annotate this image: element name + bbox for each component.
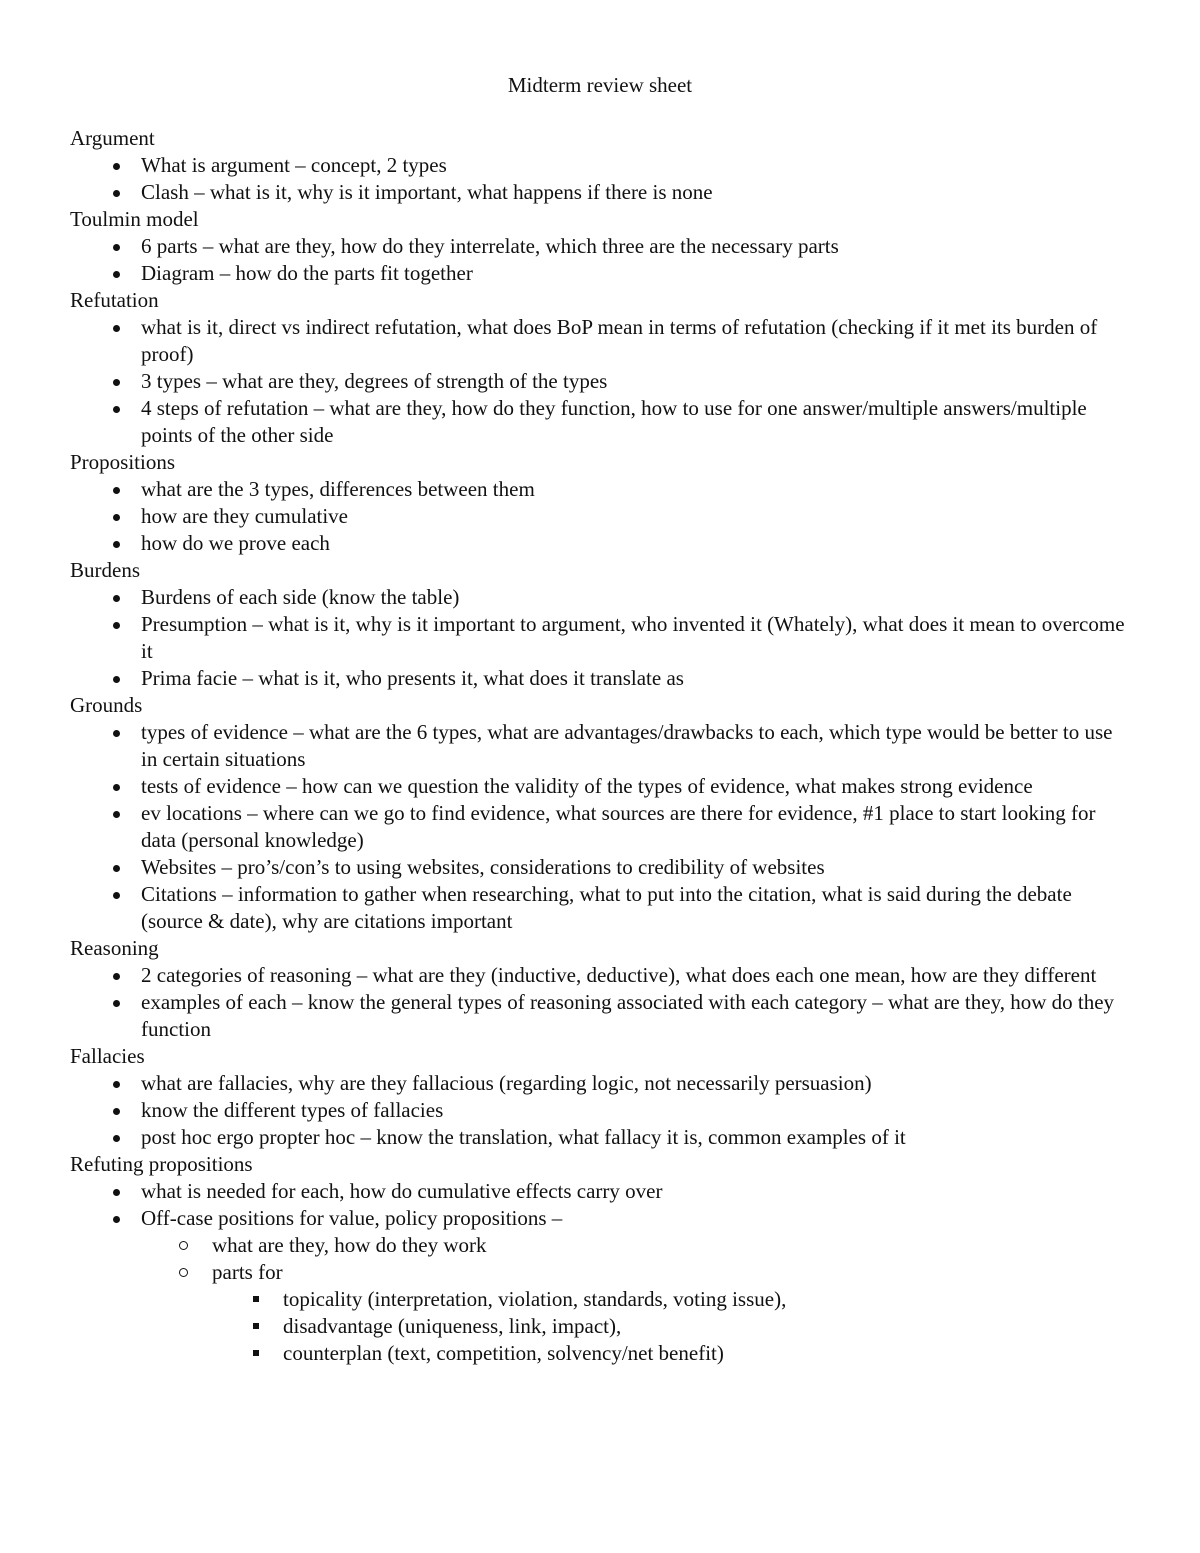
square-bullet-icon <box>253 1350 259 1356</box>
section-fallacies <box>70 1043 1130 1151</box>
square-bullet-icon <box>253 1296 259 1302</box>
list-item: post hoc ergo propter hoc – know the translation, what fallacy it is, common examples of it <box>70 1124 1130 1151</box>
section-heading: Grounds <box>70 693 143 717</box>
bullet-icon <box>113 190 120 197</box>
bullet-list <box>70 584 1130 692</box>
section-argument <box>70 125 1130 206</box>
section-refutation <box>70 287 1130 449</box>
document-content <box>70 72 1130 1367</box>
section-grounds <box>70 692 1130 935</box>
hollow-bullet-icon <box>179 1241 188 1250</box>
section-heading: Refutation <box>70 288 159 312</box>
list-item: counterplan (text, competition, solvency/net benefit) <box>212 1340 1130 1367</box>
bullet-icon <box>113 487 120 494</box>
section-toulmin-model <box>70 206 1130 287</box>
list-item: Off-case positions for value, policy propositions – what are they, how do they work parts for topicality (interpretation, violation, standards, voting issue), disadvantage (uniqueness, link, impact), counterplan (text, competition, solvency/net benefit) <box>70 1205 1130 1367</box>
list-item: Prima facie – what is it, who presents it, what does it translate as <box>70 665 1130 692</box>
list-item: parts for topicality (interpretation, violation, standards, voting issue), disadvantage (uniqueness, link, impact), counterplan (text, competition, solvency/net benefit) <box>141 1259 1130 1367</box>
bullet-icon <box>113 730 120 737</box>
bullet-icon <box>113 1108 120 1115</box>
bullet-list <box>70 962 1130 1043</box>
list-item: 6 parts – what are they, how do they interrelate, which three are the necessary parts <box>70 233 1130 260</box>
bullet-icon <box>113 865 120 872</box>
bullet-icon <box>113 622 120 629</box>
list-item: Websites – pro’s/con’s to using websites, considerations to credibility of websites <box>70 854 1130 881</box>
list-item: What is argument – concept, 2 types <box>70 152 1130 179</box>
bullet-list <box>70 1070 1130 1151</box>
list-item: Citations – information to gather when researching, what to put into the citation, what is said during the debate (source & date), why are citations important <box>70 881 1130 935</box>
list-item: Diagram – how do the parts fit together <box>70 260 1130 287</box>
sub-sub-bullet-list <box>212 1286 1130 1367</box>
list-item: Presumption – what is it, why is it important to argument, who invented it (Whately), what does it mean to overcome it <box>70 611 1130 665</box>
list-item: 3 types – what are they, degrees of strength of the types <box>70 368 1130 395</box>
bullet-icon <box>113 406 120 413</box>
bullet-icon <box>113 379 120 386</box>
bullet-list <box>70 476 1130 557</box>
section-heading: Burdens <box>70 558 140 582</box>
bullet-icon <box>113 595 120 602</box>
list-item: how do we prove each <box>70 530 1130 557</box>
bullet-icon <box>113 811 120 818</box>
bullet-icon <box>113 676 120 683</box>
bullet-icon <box>113 244 120 251</box>
list-item: examples of each – know the general types of reasoning associated with each category – what are they, how do they function <box>70 989 1130 1043</box>
section-heading: Fallacies <box>70 1044 145 1068</box>
section-heading: Reasoning <box>70 936 159 960</box>
list-item: disadvantage (uniqueness, link, impact), <box>212 1313 1130 1340</box>
bullet-icon <box>113 514 120 521</box>
section-heading: Argument <box>70 126 155 150</box>
bullet-list <box>70 152 1130 206</box>
section-reasoning <box>70 935 1130 1043</box>
bullet-icon <box>113 163 120 170</box>
list-item: Clash – what is it, why is it important, what happens if there is none <box>70 179 1130 206</box>
list-item: what is needed for each, how do cumulative effects carry over <box>70 1178 1130 1205</box>
bullet-icon <box>113 1081 120 1088</box>
list-item: what are the 3 types, differences between them <box>70 476 1130 503</box>
section-refuting-propositions <box>70 1151 1130 1367</box>
bullet-list <box>70 1178 1130 1367</box>
section-heading: Toulmin model <box>70 207 199 231</box>
list-item: Burdens of each side (know the table) <box>70 584 1130 611</box>
bullet-icon <box>113 271 120 278</box>
bullet-icon <box>113 325 120 332</box>
list-item: 4 steps of refutation – what are they, how do they function, how to use for one answer/multiple answers/multiple points of the other side <box>70 395 1130 449</box>
bullet-list <box>70 719 1130 935</box>
hollow-bullet-icon <box>179 1268 188 1277</box>
section-burdens <box>70 557 1130 692</box>
list-item: what is it, direct vs indirect refutation, what does BoP mean in terms of refutation (checking if it met its burden of proof) <box>70 314 1130 368</box>
list-item: topicality (interpretation, violation, standards, voting issue), <box>212 1286 1130 1313</box>
bullet-icon <box>113 541 120 548</box>
list-item: what are fallacies, why are they fallacious (regarding logic, not necessarily persuasion) <box>70 1070 1130 1097</box>
list-item: 2 categories of reasoning – what are they (inductive, deductive), what does each one mean, how are they different <box>70 962 1130 989</box>
section-heading: Refuting propositions <box>70 1152 253 1176</box>
list-item: ev locations – where can we go to find evidence, what sources are there for evidence, #1 place to start looking for data (personal knowledge) <box>70 800 1130 854</box>
bullet-icon <box>113 1000 120 1007</box>
bullet-icon <box>113 1135 120 1142</box>
section-propositions <box>70 449 1130 557</box>
list-item: how are they cumulative <box>70 503 1130 530</box>
list-item: tests of evidence – how can we question the validity of the types of evidence, what makes strong evidence <box>70 773 1130 800</box>
bullet-icon <box>113 973 120 980</box>
sub-bullet-list <box>141 1232 1130 1367</box>
square-bullet-icon <box>253 1323 259 1329</box>
list-item: know the different types of fallacies <box>70 1097 1130 1124</box>
list-item: types of evidence – what are the 6 types, what are advantages/drawbacks to each, which type would be better to use in certain situations <box>70 719 1130 773</box>
page-title: Midterm review sheet <box>507 73 693 97</box>
bullet-icon <box>113 1216 120 1223</box>
bullet-icon <box>113 892 120 899</box>
list-item: what are they, how do they work <box>141 1232 1130 1259</box>
bullet-icon <box>113 784 120 791</box>
bullet-list <box>70 233 1130 287</box>
bullet-list <box>70 314 1130 449</box>
bullet-icon <box>113 1189 120 1196</box>
section-heading: Propositions <box>70 450 176 474</box>
